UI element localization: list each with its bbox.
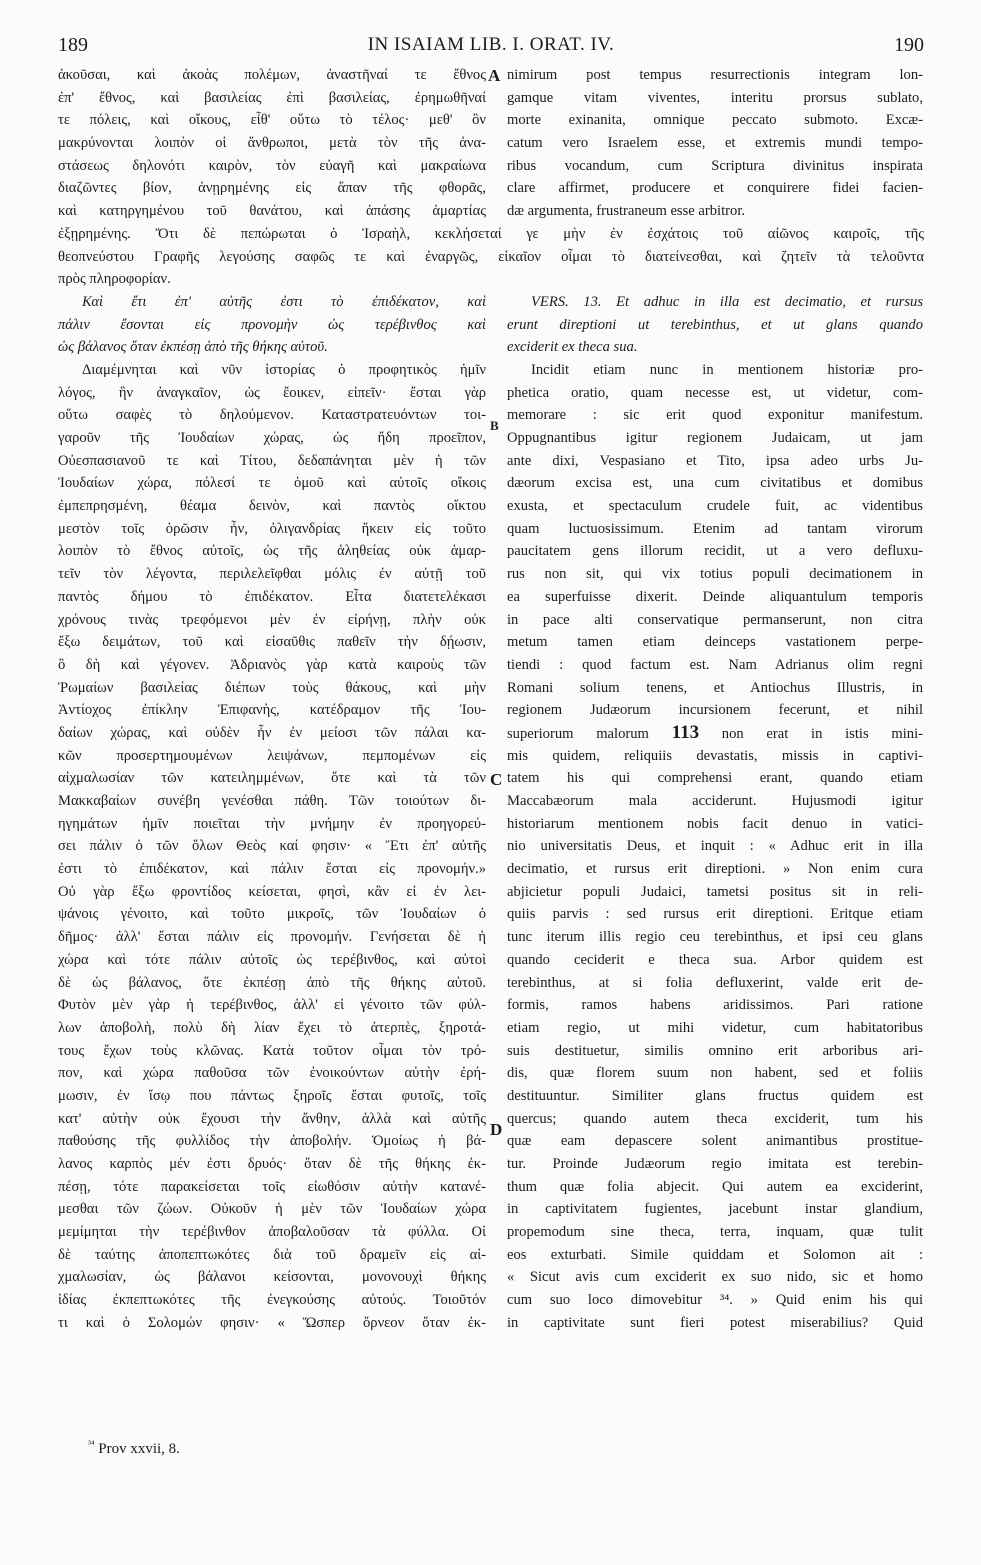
latin-text-line: rus non sit, qui vix totius populi decimationem in	[507, 566, 923, 583]
greek-text-line: στάσεως δηλονότι καιρὸν, τὸν εὐαγῆ καὶ μακραίωνα	[58, 157, 486, 174]
latin-text-line: decimatio, et rursus erit direptioni. » Non enim cura	[507, 861, 923, 878]
latin-text-line: etiam regio, ut mihi videtur, cum habitatoribus	[507, 1019, 923, 1036]
latin-text-line: erunt direptioni ut terebinthus, et ut glans quando	[507, 316, 923, 333]
greek-text-line: ἐξῃρημένης. Ὅτι δὲ πεπώρωται ὁ Ἰσραὴλ, κεκλήσεταί γε μὴν ἐν ἐσχάτοις τοῦ αἰῶνος καιροῖς, τῆς	[58, 223, 924, 246]
latin-text-line: ea superfuisse dixerit. Deinde aliquantulum temporis	[507, 588, 923, 605]
greek-text-line: παθούσης τῆς φυλλίδος τὴν ἀποβολήν. Ὁμοίως ἡ βά-	[58, 1133, 486, 1150]
greek-text-line: λοιπὸν τὸ ἔθνος αὐτοῖς, ὡς τῆς ἀληθείας οὐκ ἁμαρ-	[58, 543, 486, 560]
latin-text-line: quercus; quando autem theca exciderit, tum his	[507, 1110, 923, 1127]
latin-text-line: thum quæ folia abjecit. Qui autem ea exciderint,	[507, 1178, 923, 1195]
latin-text-line: terebinthus, at si folia defluxerint, valde erit de-	[507, 974, 923, 991]
latin-text-line: mis quidem, reliquiis devastatis, missis in captivi-	[507, 747, 923, 764]
greek-text-line: Ἀντίοχος ἐπίκλην Ἐπιφανὴς, κατέδραμον τῆς Ἰου-	[58, 702, 486, 719]
running-title: IN ISAIAM LIB. I. ORAT. IV.	[367, 34, 615, 55]
greek-text-line: μωσιν, ἐν ἴσῳ που πάντως ξηροῖς ἔσται φυτοῖς, τοῖς	[58, 1087, 486, 1104]
greek-text-line: Ἰουδαίων χώρα, πόλεσί τε ὁμοῦ καὶ αὐτοῖς οἴκοις	[58, 475, 486, 492]
latin-text-line: tunc iterum illis regio ceu terebinthus, et ipsi ceu glans	[507, 929, 923, 946]
greek-text-line: γαροῦν τῆς Ἰουδαίων χώρας, ὡς ἤδη προεῖπον,	[58, 430, 486, 446]
latin-text-line: phetica oratio, quam necesse est, ut videtur, com-	[507, 384, 923, 401]
latin-text-line: superiorum malorum 113 non erat in istis mini-	[507, 721, 923, 743]
margin-mark-a: A	[488, 66, 501, 85]
greek-text-line: δὲ ταύτης ἀποπεπτωκότες διὰ τοῦ δραμεῖν εἰς αἰ-	[58, 1246, 486, 1263]
latin-text-line: « Sicut avis cum exciderit ex suo nido, sic et homo	[507, 1269, 923, 1286]
greek-text-line: κατ' αὐτὴν οὐκ ἔχουσι τὴν ἄνθην, ἀλλὰ καὶ αὐτῆς	[58, 1110, 486, 1127]
footnote	[88, 1439, 180, 1458]
greek-text-line: δῆμος· ἀλλ' ἔσται πάλιν εἰς προνομήν. Γενήσεται δὲ ἡ	[58, 929, 486, 946]
greek-text-line: ὃ δὴ καὶ γέγονεν. Ἀδριανὸς γὰρ κατὰ καιροὺς τῶν	[58, 656, 486, 673]
latin-text-line: destituuntur. Similiter glans fructus quidem est	[507, 1087, 923, 1104]
greek-text-line: δαίων χώρας, καὶ οὐδὲν ἦν ἐν μείοσι τῶν πάλαι κα-	[58, 724, 486, 741]
greek-text-line: οὕτω σαφὲς τὸ δηλούμενον. Καταστρατευόντων τοι-	[58, 407, 486, 424]
latin-text-line: quando ceciderit e theca sua. Arbor quidem est	[507, 951, 923, 968]
latin-text-line: dis, quæ florem suum non habent, sed et foliis	[507, 1065, 923, 1082]
greek-text-line: καὶ κατηργημένου τοῦ θανάτου, καὶ ἁπάσης ἁμαρτίας	[58, 203, 486, 220]
greek-text-line: μεμίμηται τὴν τερέβινθον ἀποβαλοῦσαν τὰ φύλλα. Οἱ	[58, 1224, 486, 1241]
latin-text-line: metum tamen etiam deinceps vastationem perpe-	[507, 634, 923, 651]
latin-text-line: dæ argumenta, frustraneum esse arbitror.	[507, 203, 746, 220]
greek-text-line: λόγος, ἣν ἀναγκαῖον, ὡς ἔοικεν, εἰπεῖν· ἔσται γὰρ	[58, 384, 486, 401]
latin-text-line: formis, ramos habens aridissimos. Pari ratione	[507, 997, 923, 1014]
greek-text-line: διαζῶντες βίον, ἀνῃρημένης εἰς ἅπαν τῆς φθορᾶς,	[58, 180, 486, 197]
greek-text-line: σει πάλιν ὁ τῶν ὅλων Θεὸς καί φησιν· « Ἔτι ἐπ' αὐτῆς	[58, 838, 486, 855]
latin-text-line: propemodum sine theca, terra, inquam, quæ tulit	[507, 1224, 923, 1241]
greek-text-line: πρὸς πληροφορίαν.	[58, 271, 171, 288]
latin-text-line: VERS. 13. Et adhuc in illa est decimatio, et rursus	[531, 293, 923, 310]
greek-text-line: τε πόλεις, καὶ οἴκους, εἶθ' οὕτω τὸ τέλος· μεθ' ὃν	[58, 112, 486, 129]
greek-text-line: μακρύνονται λοιπὸν οἱ ἄνθρωποι, μετὰ τὸν τῆς ἀνα-	[58, 135, 486, 152]
latin-text-line: historiarum mentionem nobis facit denuo in vatici-	[507, 815, 923, 832]
greek-text-line: τεῖν τὸν λέγοντα, περιλελεῖφθαι μόλις ἐν αὐτῇ τοῦ	[58, 566, 486, 583]
greek-text-line: αἰχμαλωσίαν τῶν κατειλημμένων, ὅτε καὶ τὰ τῶν	[58, 770, 486, 787]
greek-text-line: Οὐ γὰρ ἔξω φροντίδος κείσεται, φησὶ, κἂν εἰ ἐν λει-	[58, 883, 486, 900]
greek-text-line: Καὶ ἔτι ἐπ' αὐτῆς ἐστι τὸ ἐπιδέκατον, καὶ	[82, 293, 486, 310]
latin-text-line: cum suo loco dimovebitur ³⁴. » Quid enim his qui	[507, 1292, 923, 1309]
latin-text-line: tatem his qui comprehensi erant, quando etiam	[507, 770, 923, 787]
greek-text-line: Μακκαβαίων συνέβη γενέσθαι πάθη. Τῶν τοιούτων δι-	[58, 793, 486, 809]
greek-text-line: πον, καὶ χώρα παθοῦσα τῶν ἐνοικούντων αὐτὴν ἐρή-	[58, 1065, 486, 1082]
greek-text-line: Φυτὸν μὲν γὰρ ἡ τερέβινθος, ἀλλ' εἰ γένοιτο τῶν φύλ-	[58, 997, 486, 1014]
latin-text-line: clare affirmet, producere et conquirere fidei facien-	[507, 180, 923, 197]
greek-text-line: ὡς βάλανος ὅταν ἐκπέσῃ ἀπὸ τῆς θήκης αὐτοῦ.	[58, 339, 328, 356]
latin-text-line: ante dixi, Vespasiano et Tito, ipsa adeo urbs Ju-	[507, 452, 923, 469]
greek-text-line: Οὐεσπασιανοῦ τε καὶ Τίτου, δεδαπάνηται μὲν ἡ τῶν	[58, 452, 486, 469]
margin-mark-d: D	[490, 1120, 503, 1139]
latin-text-line: Incidit etiam nunc in mentionem historiæ pro-	[531, 361, 923, 378]
latin-text-line: gamque vitam viventes, interitu prorsus sublato,	[507, 89, 923, 106]
greek-text-line: χμαλωσίαν, ὡς βάλανοι κείσονται, μονονουχὶ θήκης	[58, 1269, 486, 1286]
greek-text-line: πέσῃ, τότε παρακείσεται τοῖς εἰωθόσιν αὐτὴν κατανέ-	[58, 1178, 486, 1195]
footnote-text: Prov xxvii, 8.	[98, 1441, 180, 1457]
latin-text-line: nio universitatis Deus, et inquit : « Adhuc erit in illa	[507, 838, 923, 855]
greek-text-line: τι καὶ ὁ Σολομών φησιν· « Ὥσπερ ὄρνεον ὅταν ἐκ-	[58, 1314, 486, 1331]
page-number-left: 189	[58, 34, 88, 56]
latin-text-line: suis destituetur, similis omnino erit arboribus ari-	[507, 1042, 923, 1059]
greek-text-line: κῶν προσερτημουμένων λειψάνων, πεμπομένων εἰς	[58, 747, 486, 764]
latin-text-line: in pace alti conservatique permanserunt, non citra	[507, 611, 923, 628]
greek-text-line: ἀκοῦσαι, καὶ ἀκοὰς πολέμων, ἀναστῆναί τε ἔθνος	[58, 67, 486, 83]
greek-text-line: μεστὸν τοῖς ὁρῶσιν ἦν, ὀλιγανδρίας ἥκειν εἰς τοῦτο	[58, 520, 486, 537]
latin-text-line: in captivitate sunt fieri potest miserabilius? Quid	[507, 1314, 923, 1331]
greek-text-line: παντὸς δήμου τὸ ἐπιδέκατον. Εἶτα διατετελέκασι	[58, 588, 486, 605]
greek-text-line: χρόνους τινὰς τρεφόμενοι μὲν ἐν εἰρήνῃ, πλὴν οὐκ	[58, 611, 486, 628]
greek-text-line: θεοπνεύστου Γραφῆς λεγούσης σαφῶς τε καὶ ἐναργῶς, εἰκαῖον οἶμαι τὸ διατείνεσθαι, καὶ ζητεῖν τὰ τελοῦντα	[58, 246, 924, 269]
greek-text-line: ἔξω δειμάτων, τοῦ καὶ εἰσαῦθις παθεῖν τὴν δῄωσιν,	[58, 634, 486, 651]
latin-text-line: abjicietur populi Judaici, tametsi positus sit in reli-	[507, 883, 923, 900]
latin-text-line: quam luctuosissimum. Etenim ad tantam virorum	[507, 520, 923, 537]
page-header	[58, 34, 924, 64]
latin-text-line: Romani solium tenens, et Antiochus Illustris, in	[507, 679, 923, 696]
latin-text-line: Oppugnantibus igitur regionem Judaicam, ut jam	[507, 430, 923, 446]
page-number-right: 190	[894, 34, 924, 56]
greek-text-line: ηγημάτων ἡμῖν ποιεῖται τὴν μνήμην ἐν προηγορεύ-	[58, 815, 486, 832]
latin-text-line: quæ eam depascere solent animantibus prostitue-	[507, 1133, 923, 1150]
greek-text-line: λανος καρπὸς μέν ἐστι δρυός· ὅταν δὲ τῆς θήκης ἐκ-	[58, 1156, 486, 1172]
greek-text-line: πάλιν ἔσονται εἰς προνομὴν ὡς τερέβινθος καὶ	[58, 316, 486, 333]
latin-text-line: morte exinanita, omnique peccato submoto. Excæ-	[507, 112, 923, 129]
latin-text-line: exciderit ex theca sua.	[507, 339, 638, 356]
greek-text-line: τους ἔχων τοὺς κλῶνας. Κατὰ τοῦτον οἶμαι τὸν τρό-	[58, 1042, 486, 1059]
latin-text-line: catum vero Israelem esse, et extremis mundi tempo-	[507, 135, 923, 152]
latin-text-line: regionem Judæorum incursionem fecerunt, et nihil	[507, 702, 923, 719]
greek-text-line: ἐστι τὸ ἐπιδέκατον, καὶ πάλιν ἔσται εἰς προνομήν.»	[58, 861, 486, 878]
latin-text-line: in captivitatem fugientes, jacebunt instar glandium,	[507, 1201, 923, 1218]
greek-text-line: λων ἀποβολὴ, πολὺ δὴ λίαν ἔχει τὸ ἀτερπὲς, ξηροτά-	[58, 1019, 486, 1036]
greek-text-line: ψάνοις γένοιτο, καὶ τοῦτο μικροῖς, τῶν Ἰουδαίων ὁ	[58, 906, 486, 923]
greek-text-line: χώρα καὶ τότε πάλιν αὐτοῖς ὡς τερέβινθος, καὶ αὐτοὶ	[58, 951, 486, 968]
latin-text-line: exusta, et spectaculum crudele fuit, ac videntibus	[507, 498, 923, 515]
latin-text-line: tiendi : quod factum est. Nam Adrianus olim regni	[507, 656, 923, 673]
latin-text-line: dæorum excisa est, una cum civitatibus et domibus	[507, 475, 923, 492]
greek-text-line: Διαμέμνηται καὶ νῦν ἱστορίας ὁ προφητικὸς ἡμῖν	[82, 361, 486, 378]
greek-text-line: ἐπ' ἔθνος, καὶ βασιλείας ἐπὶ βασιλείας, ἐρημωθῆναί	[58, 89, 486, 106]
latin-text-line: memorare : sic erit quod exponitur manifestum.	[507, 407, 923, 424]
latin-text-line: nimirum post tempus resurrectionis integram lon-	[507, 67, 923, 83]
greek-text-line: ἐμπεπρησμένη, θέαμα δεινὸν, καὶ παντὸς οἴκτου	[58, 498, 486, 515]
latin-text-line: ribus vocandum, cum Scriptura divinitus inspirata	[507, 157, 923, 174]
margin-mark-c: C	[490, 770, 503, 789]
greek-text-line: ἰδίας ἐκπεπτωκότες τῆς ἐνεγκούσης αὐτούς. Τοιοῦτόν	[58, 1292, 486, 1309]
greek-text-line: μεσθαι τῶν ζώων. Οὐκοῦν ἡ μὲν τῶν Ἰουδαίων χώρα	[58, 1201, 486, 1218]
latin-text-line: tur. Proinde Judæorum regio imitata est terebin-	[507, 1156, 923, 1172]
latin-text-line: Maccabæorum mala acciderunt. Hujusmodi igitur	[507, 793, 923, 809]
footnote-number: ³⁴	[88, 1439, 95, 1450]
page-chunk-number: 113	[671, 721, 700, 743]
latin-text-line: paucitatem gens illorum recidit, ut a vero defluxu-	[507, 543, 923, 560]
latin-text-line: eos exturbati. Simile quiddam et Solomon ait :	[507, 1246, 923, 1263]
greek-text-line: δὲ ὡς βάλανος, ὅτε ἐκπέσῃ ἀπὸ τῆς θήκης αὐτοῦ.	[58, 974, 486, 991]
greek-text-line: Ῥωμαίων βασιλείας διέπων τοὺς θάκους, καὶ μὴν	[58, 679, 486, 696]
latin-text-line: quiis parvis : sed rursus erit direptioni. Eritque etiam	[507, 906, 923, 923]
margin-mark-b: B	[490, 418, 499, 433]
